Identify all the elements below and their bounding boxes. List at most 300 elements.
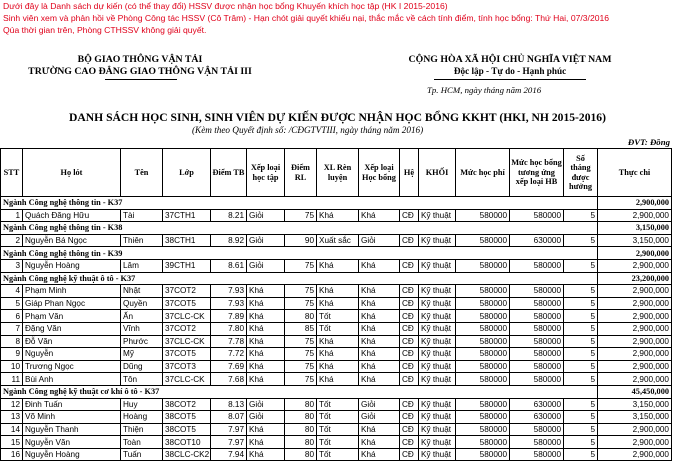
section-total: 2,900,000 (598, 197, 672, 210)
col-header: Điểm RL (285, 149, 317, 197)
table-row (1, 398, 672, 411)
cell-ten: Mỹ (121, 348, 163, 361)
cell-he: CĐ (400, 310, 419, 323)
col-header: Số tháng được hưởng (564, 149, 598, 197)
cell-lop: 37CLC-CK (163, 335, 211, 348)
cell-so-thang: 5 (564, 234, 598, 247)
cell-muc-hoc-phi: 580000 (456, 360, 510, 373)
cell-lop: 39CTH1 (163, 259, 211, 272)
notice-line-3: Qúa thời gian trên, Phòng CTHSSV không giải quyết. (3, 25, 207, 35)
cell-lop: 37CLC-CK (163, 310, 211, 323)
cell-muc-hoc-bong: 630000 (510, 234, 564, 247)
cell-he: CĐ (400, 348, 419, 361)
cell-ho-lot: Nguyễn (23, 348, 121, 361)
cell-thuc-chi: 3,150,000 (598, 411, 672, 424)
cell-xl-ren-luyen: Tốt (317, 398, 359, 411)
cell-thuc-chi: 2,900,000 (598, 310, 672, 323)
cell-xl-ren-luyen: Tốt (317, 423, 359, 436)
cell-xl-ren-luyen: Tốt (317, 448, 359, 461)
cell-ten: Dũng (121, 360, 163, 373)
cell-ten: Quyền (121, 297, 163, 310)
cell-stt: 9 (1, 348, 23, 361)
cell-ten: Thiện (121, 423, 163, 436)
table-row (1, 335, 672, 348)
cell-so-thang: 5 (564, 423, 598, 436)
cell-he: CĐ (400, 373, 419, 386)
place-date: Tp. HCM, ngày tháng năm 2016 (427, 85, 542, 95)
cell-xl-ren-luyen: Tốt (317, 310, 359, 323)
cell-muc-hoc-phi: 580000 (456, 285, 510, 298)
section-name: Ngành Công nghệ kỹ thuật ô tô - K37 (1, 272, 598, 285)
document-title: DANH SÁCH HỌC SINH, SINH VIÊN DỰ KIẾN ĐƯỢC NHẬN HỌC BỔNG KKHT (HKI, NH 2015-2016) (69, 111, 606, 124)
cell-muc-hoc-phi: 580000 (456, 436, 510, 449)
unit-label: ĐVT: Đồng (627, 137, 670, 147)
cell-so-thang: 5 (564, 310, 598, 323)
cell-he: CĐ (400, 423, 419, 436)
table-row (1, 448, 672, 461)
cell-diem-tb: 8.61 (211, 259, 247, 272)
cell-muc-hoc-bong: 580000 (510, 322, 564, 335)
cell-so-thang: 5 (564, 448, 598, 461)
cell-diem-rl: 75 (285, 360, 317, 373)
cell-diem-rl: 75 (285, 297, 317, 310)
cell-muc-hoc-phi: 580000 (456, 348, 510, 361)
cell-xl-hoc-tap: Khá (247, 335, 285, 348)
cell-ho-lot: Trương Ngọc (23, 360, 121, 373)
cell-diem-tb: 7.78 (211, 335, 247, 348)
cell-diem-tb: 7.69 (211, 360, 247, 373)
cell-xl-hoc-bong: Khá (359, 360, 400, 373)
cell-he: CĐ (400, 209, 419, 222)
cell-khoi: Kỹ thuật (419, 348, 456, 361)
cell-xl-ren-luyen: Khá (317, 297, 359, 310)
table-header-row (1, 149, 672, 197)
table-row (1, 310, 672, 323)
table-row (1, 209, 672, 222)
cell-khoi: Kỹ thuật (419, 373, 456, 386)
cell-he: CĐ (400, 234, 419, 247)
section-row (1, 247, 672, 260)
cell-xl-hoc-bong: Khá (359, 436, 400, 449)
section-name: Ngành Công nghệ thông tin - K37 (1, 197, 598, 210)
cell-diem-rl: 75 (285, 209, 317, 222)
cell-diem-rl: 90 (285, 234, 317, 247)
cell-so-thang: 5 (564, 322, 598, 335)
cell-ho-lot: Võ Minh (23, 411, 121, 424)
table-row (1, 285, 672, 298)
cell-thuc-chi: 2,900,000 (598, 360, 672, 373)
cell-xl-hoc-bong: Khá (359, 259, 400, 272)
cell-diem-rl: 80 (285, 398, 317, 411)
cell-stt: 3 (1, 259, 23, 272)
cell-so-thang: 5 (564, 259, 598, 272)
cell-he: CĐ (400, 297, 419, 310)
cell-stt: 2 (1, 234, 23, 247)
school-underline (105, 79, 177, 80)
cell-xl-hoc-tap: Khá (247, 297, 285, 310)
col-header: KHỐI (419, 149, 456, 197)
cell-ho-lot: Phạm Minh (23, 285, 121, 298)
cell-diem-rl: 75 (285, 259, 317, 272)
cell-ten: Thiên (121, 234, 163, 247)
cell-stt: 13 (1, 411, 23, 424)
cell-so-thang: 5 (564, 209, 598, 222)
cell-he: CĐ (400, 411, 419, 424)
cell-lop: 38CLC-CK2 (163, 448, 211, 461)
cell-stt: 8 (1, 335, 23, 348)
cell-muc-hoc-phi: 580000 (456, 448, 510, 461)
cell-ten: Ấn (121, 310, 163, 323)
cell-xl-ren-luyen: Tốt (317, 436, 359, 449)
cell-khoi: Kỹ thuật (419, 335, 456, 348)
cell-so-thang: 5 (564, 297, 598, 310)
cell-so-thang: 5 (564, 436, 598, 449)
cell-xl-ren-luyen: Xuất sắc (317, 234, 359, 247)
cell-he: CĐ (400, 398, 419, 411)
cell-muc-hoc-bong: 580000 (510, 209, 564, 222)
section-row (1, 197, 672, 210)
cell-thuc-chi: 2,900,000 (598, 423, 672, 436)
cell-stt: 14 (1, 423, 23, 436)
cell-muc-hoc-phi: 580000 (456, 297, 510, 310)
cell-ho-lot: Nguyễn Bá Ngọc (23, 234, 121, 247)
cell-khoi: Kỹ thuật (419, 398, 456, 411)
cell-diem-tb: 8.07 (211, 411, 247, 424)
cell-xl-hoc-bong: Khá (359, 297, 400, 310)
cell-xl-hoc-tap: Khá (247, 310, 285, 323)
cell-diem-tb: 7.93 (211, 285, 247, 298)
cell-xl-hoc-bong: Khá (359, 448, 400, 461)
cell-xl-ren-luyen: Khá (317, 259, 359, 272)
cell-stt: 10 (1, 360, 23, 373)
cell-lop: 37COT2 (163, 322, 211, 335)
cell-so-thang: 5 (564, 373, 598, 386)
national-motto: Độc lập - Tự do - Hạnh phúc (453, 66, 567, 76)
cell-ho-lot: Giáp Phan Ngọc (23, 297, 121, 310)
cell-xl-ren-luyen: Khá (317, 373, 359, 386)
cell-muc-hoc-bong: 580000 (510, 310, 564, 323)
ministry-name: BỘ GIAO THÔNG VẬN TẢI (77, 54, 203, 65)
cell-khoi: Kỹ thuật (419, 423, 456, 436)
cell-muc-hoc-phi: 580000 (456, 259, 510, 272)
table-row (1, 322, 672, 335)
cell-diem-rl: 80 (285, 310, 317, 323)
section-total: 3,150,000 (598, 222, 672, 235)
cell-xl-hoc-bong: Khá (359, 348, 400, 361)
col-header: Điểm TB (211, 149, 247, 197)
cell-thuc-chi: 2,900,000 (598, 209, 672, 222)
cell-diem-rl: 80 (285, 448, 317, 461)
republic-name: CỘNG HÒA XÃ HỘI CHỦ NGHĨA VIỆT NAM (408, 54, 612, 65)
cell-diem-tb: 8.21 (211, 209, 247, 222)
table-row (1, 411, 672, 424)
col-header: XL Rèn luyện (317, 149, 359, 197)
section-total: 2,900,000 (598, 247, 672, 260)
cell-lop: 37COT2 (163, 285, 211, 298)
cell-muc-hoc-bong: 630000 (510, 398, 564, 411)
col-header: Tên (121, 149, 163, 197)
cell-khoi: Kỹ thuật (419, 285, 456, 298)
cell-ten: Lâm (121, 259, 163, 272)
cell-xl-hoc-bong: Khá (359, 310, 400, 323)
table-row (1, 423, 672, 436)
cell-lop: 37COT3 (163, 360, 211, 373)
cell-stt: 15 (1, 436, 23, 449)
section-row (1, 222, 672, 235)
cell-he: CĐ (400, 360, 419, 373)
cell-xl-hoc-tap: Khá (247, 285, 285, 298)
cell-khoi: Kỹ thuật (419, 259, 456, 272)
col-header: Mức học bổng tương ứng xếp loại HB (510, 149, 564, 197)
cell-diem-rl: 85 (285, 322, 317, 335)
cell-lop: 38COT5 (163, 411, 211, 424)
cell-muc-hoc-phi: 580000 (456, 398, 510, 411)
cell-diem-rl: 80 (285, 436, 317, 449)
cell-xl-hoc-tap: Khá (247, 348, 285, 361)
cell-ten: Nhật (121, 285, 163, 298)
cell-ten: Toàn (121, 436, 163, 449)
cell-ho-lot: Quách Đăng Hữu (23, 209, 121, 222)
cell-lop: 38COT5 (163, 423, 211, 436)
cell-stt: 12 (1, 398, 23, 411)
cell-thuc-chi: 2,900,000 (598, 373, 672, 386)
col-header: STT (1, 149, 23, 197)
cell-khoi: Kỹ thuật (419, 411, 456, 424)
cell-diem-tb: 7.80 (211, 322, 247, 335)
cell-thuc-chi: 3,150,000 (598, 234, 672, 247)
scholarship-table (0, 148, 672, 461)
cell-xl-hoc-tap: Giỏi (247, 259, 285, 272)
cell-xl-ren-luyen: Tốt (317, 322, 359, 335)
cell-xl-ren-luyen: Khá (317, 360, 359, 373)
cell-ho-lot: Bùi Anh (23, 373, 121, 386)
cell-he: CĐ (400, 436, 419, 449)
cell-muc-hoc-bong: 580000 (510, 436, 564, 449)
cell-muc-hoc-bong: 580000 (510, 373, 564, 386)
table-row (1, 436, 672, 449)
cell-muc-hoc-bong: 580000 (510, 335, 564, 348)
cell-xl-hoc-tap: Khá (247, 423, 285, 436)
cell-diem-rl: 80 (285, 423, 317, 436)
cell-muc-hoc-bong: 580000 (510, 360, 564, 373)
cell-ten: Vĩnh (121, 322, 163, 335)
cell-stt: 16 (1, 448, 23, 461)
cell-stt: 4 (1, 285, 23, 298)
cell-thuc-chi: 2,900,000 (598, 436, 672, 449)
col-header: Lớp (163, 149, 211, 197)
cell-thuc-chi: 2,900,000 (598, 285, 672, 298)
cell-ho-lot: Nguyễn Thanh (23, 423, 121, 436)
cell-so-thang: 5 (564, 335, 598, 348)
cell-ten: Tuấn (121, 448, 163, 461)
table-row (1, 348, 672, 361)
cell-diem-tb: 8.13 (211, 398, 247, 411)
cell-stt: 11 (1, 373, 23, 386)
cell-thuc-chi: 2,900,000 (598, 259, 672, 272)
cell-xl-ren-luyen: Khá (317, 348, 359, 361)
cell-diem-tb: 7.94 (211, 448, 247, 461)
cell-xl-hoc-tap: Khá (247, 360, 285, 373)
cell-khoi: Kỹ thuật (419, 360, 456, 373)
cell-muc-hoc-phi: 580000 (456, 310, 510, 323)
cell-lop: 38CTH1 (163, 234, 211, 247)
cell-muc-hoc-bong: 580000 (510, 448, 564, 461)
cell-thuc-chi: 2,900,000 (598, 448, 672, 461)
cell-diem-tb: 7.68 (211, 373, 247, 386)
cell-so-thang: 5 (564, 285, 598, 298)
document-subtitle: (Kèm theo Quyết định số: /CĐGTVTIII, ngày tháng năm 2016) (192, 125, 424, 135)
cell-stt: 6 (1, 310, 23, 323)
cell-xl-hoc-tap: Giỏi (247, 411, 285, 424)
cell-xl-hoc-bong: Khá (359, 335, 400, 348)
col-header: Mức học phí (456, 149, 510, 197)
col-header: Thực chi (598, 149, 672, 197)
cell-xl-hoc-tap: Khá (247, 448, 285, 461)
table-row (1, 360, 672, 373)
cell-xl-hoc-tap: Giỏi (247, 234, 285, 247)
cell-ho-lot: Đinh Tuấn (23, 398, 121, 411)
cell-khoi: Kỹ thuật (419, 322, 456, 335)
cell-muc-hoc-phi: 580000 (456, 411, 510, 424)
cell-thuc-chi: 3,150,000 (598, 398, 672, 411)
cell-lop: 37COT5 (163, 348, 211, 361)
section-row (1, 272, 672, 285)
cell-muc-hoc-bong: 580000 (510, 297, 564, 310)
cell-muc-hoc-bong: 580000 (510, 423, 564, 436)
cell-xl-hoc-bong: Khá (359, 209, 400, 222)
section-row (1, 385, 672, 398)
section-total: 23,200,000 (598, 272, 672, 285)
cell-ho-lot: Nguyễn Văn (23, 436, 121, 449)
cell-xl-hoc-bong: Giỏi (359, 411, 400, 424)
cell-ho-lot: Nguyễn Hoàng (23, 448, 121, 461)
cell-xl-ren-luyen: Khá (317, 285, 359, 298)
cell-stt: 7 (1, 322, 23, 335)
cell-ho-lot: Đặng Văn (23, 322, 121, 335)
cell-diem-tb: 7.72 (211, 348, 247, 361)
cell-so-thang: 5 (564, 411, 598, 424)
cell-diem-tb: 7.89 (211, 310, 247, 323)
cell-stt: 5 (1, 297, 23, 310)
cell-diem-rl: 75 (285, 348, 317, 361)
cell-stt: 1 (1, 209, 23, 222)
cell-muc-hoc-bong: 580000 (510, 348, 564, 361)
cell-muc-hoc-phi: 580000 (456, 322, 510, 335)
cell-muc-hoc-phi: 580000 (456, 373, 510, 386)
cell-lop: 37COT5 (163, 297, 211, 310)
table-row (1, 373, 672, 386)
cell-xl-hoc-tap: Giỏi (247, 209, 285, 222)
cell-ten: Phước (121, 335, 163, 348)
cell-xl-hoc-bong: Giỏi (359, 398, 400, 411)
cell-thuc-chi: 2,900,000 (598, 348, 672, 361)
cell-xl-hoc-bong: Khá (359, 322, 400, 335)
cell-muc-hoc-phi: 580000 (456, 335, 510, 348)
cell-ho-lot: Đỗ Văn (23, 335, 121, 348)
cell-xl-hoc-bong: Khá (359, 285, 400, 298)
col-header: Họ lót (23, 149, 121, 197)
cell-xl-hoc-bong: Khá (359, 423, 400, 436)
cell-thuc-chi: 2,900,000 (598, 322, 672, 335)
cell-muc-hoc-phi: 580000 (456, 209, 510, 222)
cell-ho-lot: Phạm Văn (23, 310, 121, 323)
cell-ten: Tài (121, 209, 163, 222)
table-row (1, 297, 672, 310)
notice-line-1: Dưới đây là Danh sách dự kiến (có thể thay đổi) HSSV được nhận học bổng Khuyến khích học tập (HK I 2015-2016) (3, 1, 448, 11)
cell-he: CĐ (400, 448, 419, 461)
table-row (1, 234, 672, 247)
cell-muc-hoc-bong: 580000 (510, 259, 564, 272)
cell-xl-ren-luyen: Tốt (317, 411, 359, 424)
cell-muc-hoc-phi: 580000 (456, 423, 510, 436)
school-name: TRƯỜNG CAO ĐẲNG GIAO THÔNG VẬN TẢI III (28, 66, 252, 77)
cell-he: CĐ (400, 335, 419, 348)
table-row (1, 259, 672, 272)
notice-line-2: Sinh viên xem và phản hồi về Phòng Công tác HSSV (Cô Trâm) - Hạn chót giải quyết khiếu nại, thắc mắc về cách tính điểm, tính học bổng: Thứ Hai, 07/3/2016 (3, 13, 610, 23)
section-total: 45,450,000 (598, 385, 672, 398)
section-name: Ngành Công nghệ kỹ thuật cơ khí ô tô - K37 (1, 385, 598, 398)
cell-he: CĐ (400, 322, 419, 335)
cell-he: CĐ (400, 259, 419, 272)
section-name: Ngành Công nghệ thông tin - K39 (1, 247, 598, 260)
cell-thuc-chi: 2,900,000 (598, 297, 672, 310)
cell-xl-hoc-tap: Khá (247, 373, 285, 386)
col-header: Xếp loại học tập (247, 149, 285, 197)
cell-xl-hoc-tap: Giỏi (247, 398, 285, 411)
cell-lop: 37CTH1 (163, 209, 211, 222)
cell-lop: 37CLC-CK (163, 373, 211, 386)
cell-lop: 38COT10 (163, 436, 211, 449)
cell-lop: 38COT2 (163, 398, 211, 411)
cell-khoi: Kỹ thuật (419, 436, 456, 449)
section-name: Ngành Công nghệ thông tin - K38 (1, 222, 598, 235)
cell-muc-hoc-bong: 630000 (510, 411, 564, 424)
cell-thuc-chi: 2,900,000 (598, 335, 672, 348)
cell-khoi: Kỹ thuật (419, 310, 456, 323)
cell-so-thang: 5 (564, 360, 598, 373)
cell-khoi: Kỹ thuật (419, 234, 456, 247)
cell-ho-lot: Nguyễn Hoàng (23, 259, 121, 272)
cell-khoi: Kỹ thuật (419, 297, 456, 310)
cell-ten: Tôn (121, 373, 163, 386)
cell-xl-hoc-bong: Giỏi (359, 234, 400, 247)
cell-diem-rl: 75 (285, 373, 317, 386)
cell-diem-rl: 75 (285, 335, 317, 348)
cell-so-thang: 5 (564, 398, 598, 411)
cell-diem-tb: 7.97 (211, 423, 247, 436)
cell-xl-hoc-tap: Khá (247, 322, 285, 335)
col-header: Hệ (400, 149, 419, 197)
cell-xl-hoc-tap: Khá (247, 436, 285, 449)
cell-khoi: Kỹ thuật (419, 448, 456, 461)
cell-diem-tb: 7.93 (211, 297, 247, 310)
cell-muc-hoc-phi: 580000 (456, 234, 510, 247)
motto-underline (434, 79, 586, 80)
cell-diem-rl: 75 (285, 285, 317, 298)
cell-diem-tb: 7.97 (211, 436, 247, 449)
cell-xl-ren-luyen: Khá (317, 209, 359, 222)
cell-so-thang: 5 (564, 348, 598, 361)
cell-muc-hoc-bong: 580000 (510, 285, 564, 298)
cell-he: CĐ (400, 285, 419, 298)
cell-ten: Huy (121, 398, 163, 411)
col-header: Xếp loại Học bổng (359, 149, 400, 197)
cell-ten: Hoàng (121, 411, 163, 424)
cell-xl-ren-luyen: Khá (317, 335, 359, 348)
cell-diem-rl: 80 (285, 411, 317, 424)
cell-khoi: Kỹ thuật (419, 209, 456, 222)
cell-diem-tb: 8.92 (211, 234, 247, 247)
